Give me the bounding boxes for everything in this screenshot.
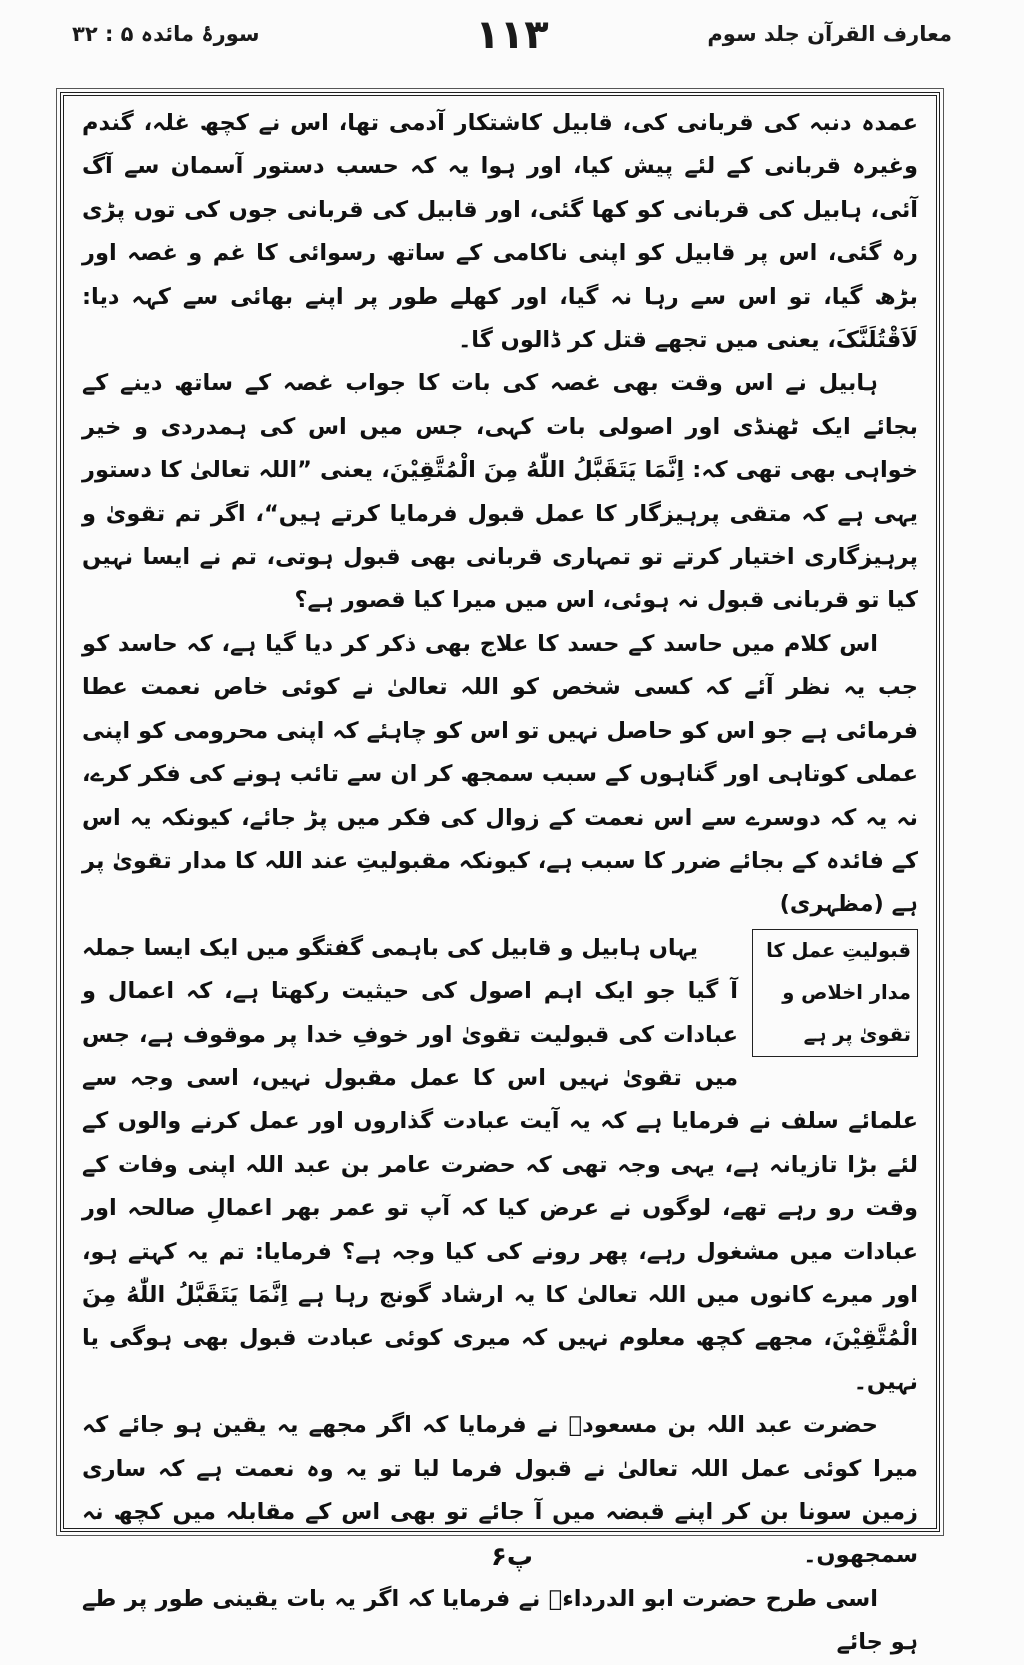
footer-marker: ۶پ [490, 1542, 533, 1572]
paragraph-3: اس کلام میں حاسد کے حسد کا علاج بھی ذکر کر دیا گیا ہے، کہ حاسد کو جب یہ نظر آئے کہ کسی شخص کو اللہ تعالیٰ نے کوئی خاص نعمت عطا فرمائی ہے جو اس کو حاصل نہیں تو اس کو چاہئے کہ اپنی محرومی کو اپنی عملی کوتاہی اور گناہوں کے سبب سمجھ کر ان سے تائب ہونے کی فکر کرے، نہ یہ کہ دوسرے سے اس نعمت کے زوال کی فکر میں پڑ جائے، کیونکہ یہ اس کے فائدہ کے بجائے ضرر کا سبب ہے، کیونکہ مقبولیتِ عند اللہ کا مدار تقویٰ پر ہے (مظہری) [82, 630, 918, 918]
book-title: معارف القرآن جلد سوم [707, 22, 952, 46]
surah-reference: سورۂ مائدہ ۵ : ۳۲ [72, 22, 260, 46]
margin-note-box: قبولیتِ عمل کا مدار اخلاص و تقویٰ پر ہے [752, 929, 918, 1057]
paragraph-5: حضرت عبد اللہ بن مسعودؓ نے فرمایا کہ اگر مجھے یہ یقین ہو جائے کہ میرا کوئی عمل اللہ تعالیٰ نے قبول فرما لیا تو یہ وہ نعمت ہے کہ ساری زمین سونا بن کر اپنے قبضہ میں آ جائے تو بھی اس کے مقابلہ میں کچھ نہ سمجھوں۔ [82, 1412, 918, 1569]
paragraph-2: ہابیل نے اس وقت بھی غصہ کی بات کا جواب غصہ کے ساتھ دینے کے بجائے ایک ٹھنڈی اور اصولی بات کہی، جس میں اس کی ہمدردی و خیر خواہی بھی تھی کہ: اِنَّمَا یَتَقَبَّلُ اللّٰهُ مِنَ الْمُتَّقِیْنَ، یعنی ”اللہ تعالیٰ کا دستور یہی ہے کہ متقی پرہیزگار کا عمل قبول فرمایا کرتے ہیں“، اگر تم تقویٰ و پرہیزگاری اختیار کرتے تو تمہاری قربانی بھی قبول ہوتی، تم نے ایسا نہیں کیا تو قربانی قبول نہ ہوئی، اس میں میرا کیا قصور ہے؟ [82, 370, 918, 614]
paragraph-6: اسی طرح حضرت ابو الدرداءؓ نے فرمایا کہ اگر یہ بات یقینی طور پر طے ہو جائے [82, 1585, 918, 1656]
paragraph-1: عمدہ دنبہ کی قربانی کی، قابیل کاشتکار آدمی تھا، اس نے کچھ غلہ، گندم وغیرہ قربانی کے لئے پیش کیا، اور ہوا یہ کہ حسب دستور آسمان سے آگ آئی، ہابیل کی قربانی کو کھا گئی، اور قابیل کی قربانی جوں کی توں پڑی رہ گئی، اس پر قابیل کو اپنی ناکامی کے ساتھ رسوائی کا غم و غصہ اور بڑھ گیا، تو اس سے رہا نہ گیا، اور کھلے طور پر اپنے بھائی سے کہہ دیا: لَاَقْتُلَنَّکَ، یعنی میں تجھے قتل کر ڈالوں گا۔ [82, 110, 918, 354]
page-number: ۱۱۳ [475, 12, 549, 58]
paragraph-4: یہاں ہابیل و قابیل کی باہمی گفتگو میں ایک ایسا جملہ آ گیا جو ایک اہم اصول کی حیثیت رکھتا ہے، کہ اعمال و عبادات کی قبولیت تقویٰ اور خوفِ خدا پر موقوف ہے، جس میں تقویٰ نہیں اس کا عمل مقبول نہیں، اسی وجہ سے علمائے سلف نے فرمایا ہے کہ یہ آیت عبادت گذاروں اور عمل کرنے والوں کے لئے بڑا تازیانہ ہے، یہی وجہ تھی کہ حضرت عامر بن عبد اللہ اپنی وفات کے وقت رو رہے تھے، لوگوں نے عرض کیا کہ آپ تو عمر بھر اعمالِ صالحہ اور عبادات میں مشغول رہے، پھر رونے کی کیا وجہ ہے؟ فرمایا: تم یہ کہتے ہو، اور میرے کانوں میں اللہ تعالیٰ کا یہ ارشاد گونج رہا ہے اِنَّمَا یَتَقَبَّلُ اللّٰهُ مِنَ الْمُتَّقِیْنَ، مجھے کچھ معلوم نہیں کہ میری کوئی عبادت قبول بھی ہوگی یا نہیں۔ [82, 934, 918, 1395]
